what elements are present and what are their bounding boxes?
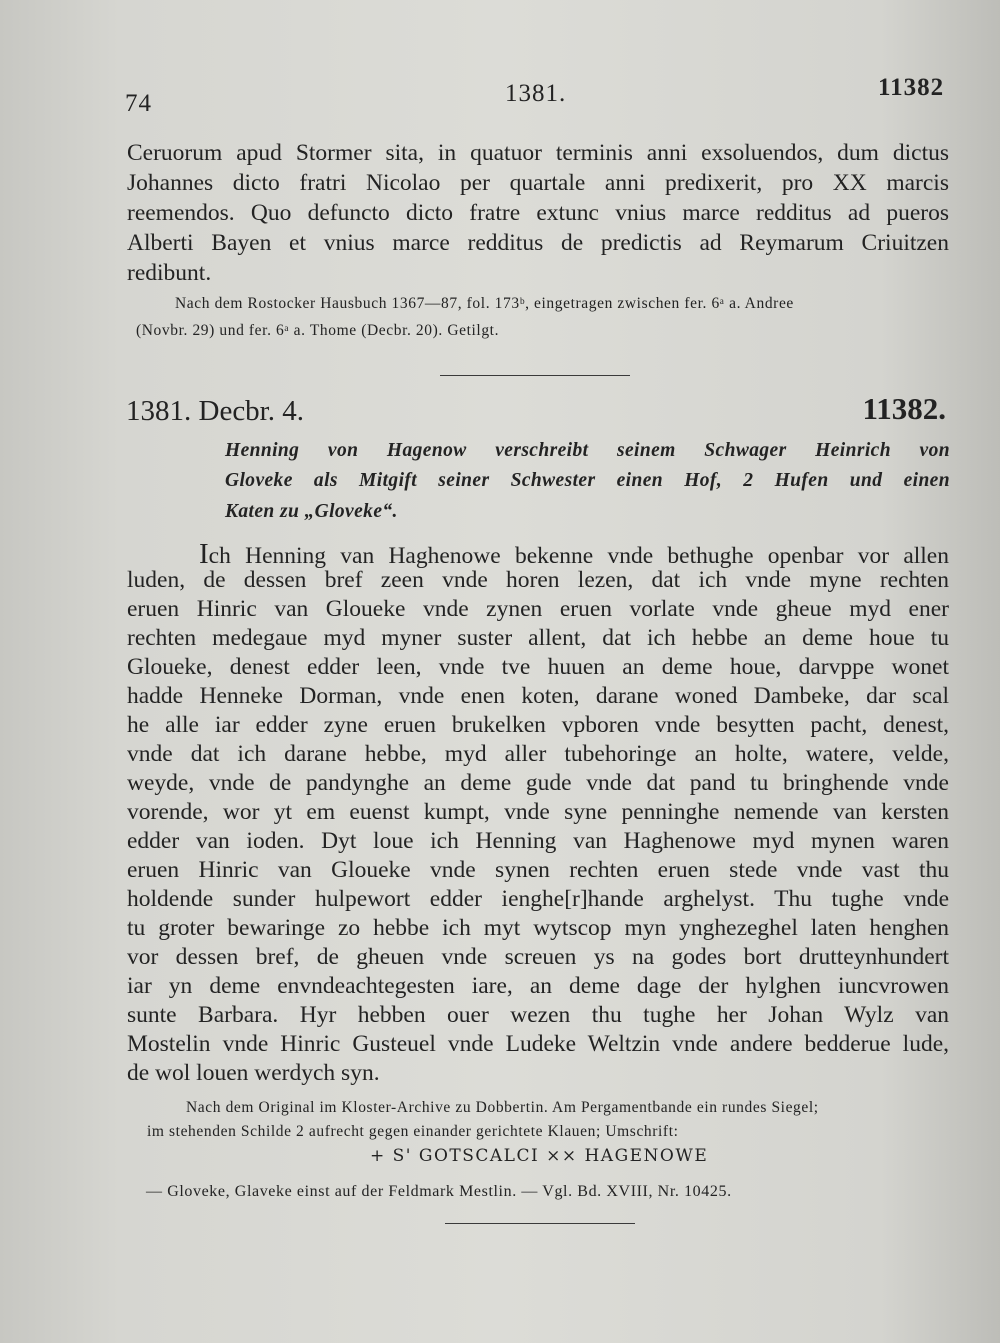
source-note-line-2: im stehenden Schilde 2 aufrecht gegen einander gerichtete Klauen; Umschrift: — [147, 1123, 679, 1140]
text-line: vor dessen bref, de gheuen vnde screuen ys na godes bort drutteynhundert — [127, 944, 949, 970]
running-year: 1381. — [505, 80, 567, 107]
text-line: Ceruorum apud Stormer sita, in quatuor terminis anni exsoluendos, dum dictus — [127, 140, 949, 166]
running-document-number: 11382 — [878, 74, 945, 101]
text-line: sunte Barbara. Hyr hebben ouer wezen thu tughe her Johan Wylz van — [127, 1002, 949, 1028]
previous-source-note-line-2: (Novbr. 29) und fer. 6ᵃ a. Thome (Decbr. 20). Getilgt. — [136, 322, 500, 339]
text-line: edder van ioden. Dyt loue ich Henning van Haghenowe myd mynen waren — [127, 828, 949, 854]
seal-legend: + S' GOTSCALCI ×× HAGENOWE — [370, 1146, 709, 1166]
text-line — [199, 538, 949, 570]
text-line: redibunt. — [127, 260, 212, 286]
text-line: vorende, wor yt em euenst kumpt, vnde syne penninghe nemende van kersten — [127, 799, 949, 825]
page-number: 74 — [125, 90, 152, 117]
summary-line: Gloveke als Mitgift seiner Schwester einen Hof, 2 Hufen und einen — [225, 470, 950, 491]
text-line: reemendos. Quo defuncto dicto fratre extunc vnius marce redditus ad pueros — [127, 200, 949, 226]
text-line: Alberti Bayen et vnius marce redditus de predictis ad Reymarum Criuitzen — [127, 230, 949, 256]
initial-letter: I — [199, 538, 209, 570]
text-line: iar yn deme envndeachtegesten iare, an deme dage der hylghen iuncvrowen — [127, 973, 949, 999]
text-line: he alle iar edder zyne eruen brukelken vpboren vnde besytten pacht, denest, — [127, 712, 949, 738]
text-line: eruen Hinric van Gloueke vnde synen rechten eruen stede vnde vast thu — [127, 857, 949, 883]
text-line: weyde, vnde de pandynghe an deme gude vnde dat pand tu bringhende vnde — [127, 770, 949, 796]
text-line: hadde Henneke Dorman, vnde enen koten, darane woned Dambeke, dar scal — [127, 683, 949, 709]
text-line: luden, de dessen bref zeen vnde horen lezen, dat ich vnde myne rechten — [127, 567, 949, 593]
text-line-content: ch Henning van Haghenowe bekenne vnde bethughe openbar vor allen — [208, 543, 949, 569]
end-divider — [445, 1223, 635, 1224]
previous-source-note-line-1: Nach dem Rostocker Hausbuch 1367—87, fol. 173ᵇ, eingetragen zwischen fer. 6ᵃ a. Andree — [175, 295, 794, 312]
final-note: — Gloveke, Glaveke einst auf der Feldmark Mestlin. — Vgl. Bd. XVIII, Nr. 10425. — [146, 1183, 732, 1200]
document-number: 11382. — [862, 391, 946, 426]
summary-line: Katen zu „Gloveke“. — [225, 501, 398, 522]
summary-line: Henning von Hagenow verschreibt seinem Schwager Heinrich von — [225, 440, 950, 461]
text-line: Mostelin vnde Hinric Gusteuel vnde Ludeke Weltzin vnde andere bedderue lude, — [127, 1031, 949, 1057]
text-line: rechten medegaue myd myner suster allent, dat ich hebbe an deme houe tu — [127, 625, 949, 651]
source-note-line-1: Nach dem Original im Kloster-Archive zu Dobbertin. Am Pergamentbande ein rundes Siegel; — [186, 1099, 819, 1116]
document-date: 1381. Decbr. 4. — [126, 395, 304, 427]
text-line: Gloueke, denest edder leen, vnde tve huuen an deme houe, darvppe wonet — [127, 654, 949, 680]
text-line: vnde dat ich darane hebbe, myd aller tubehoringe an holte, watere, velde, — [127, 741, 949, 767]
text-line: eruen Hinric van Gloueke vnde zynen eruen vorlate vnde gheue myd ener — [127, 596, 949, 622]
text-line: holdende sunder hulpewort edder ienghe[r]hande arghelyst. Thu tughe vnde — [127, 886, 949, 912]
section-divider — [440, 375, 630, 376]
text-line: Johannes dicto fratri Nicolao per quartale anni predixerit, pro XX marcis — [127, 170, 949, 196]
text-line: tu groter bewaringe zo hebbe ich myt wytscop myn ynghezeghel laten henghen — [127, 915, 949, 941]
text-line: de wol louen werdych syn. — [127, 1060, 380, 1086]
